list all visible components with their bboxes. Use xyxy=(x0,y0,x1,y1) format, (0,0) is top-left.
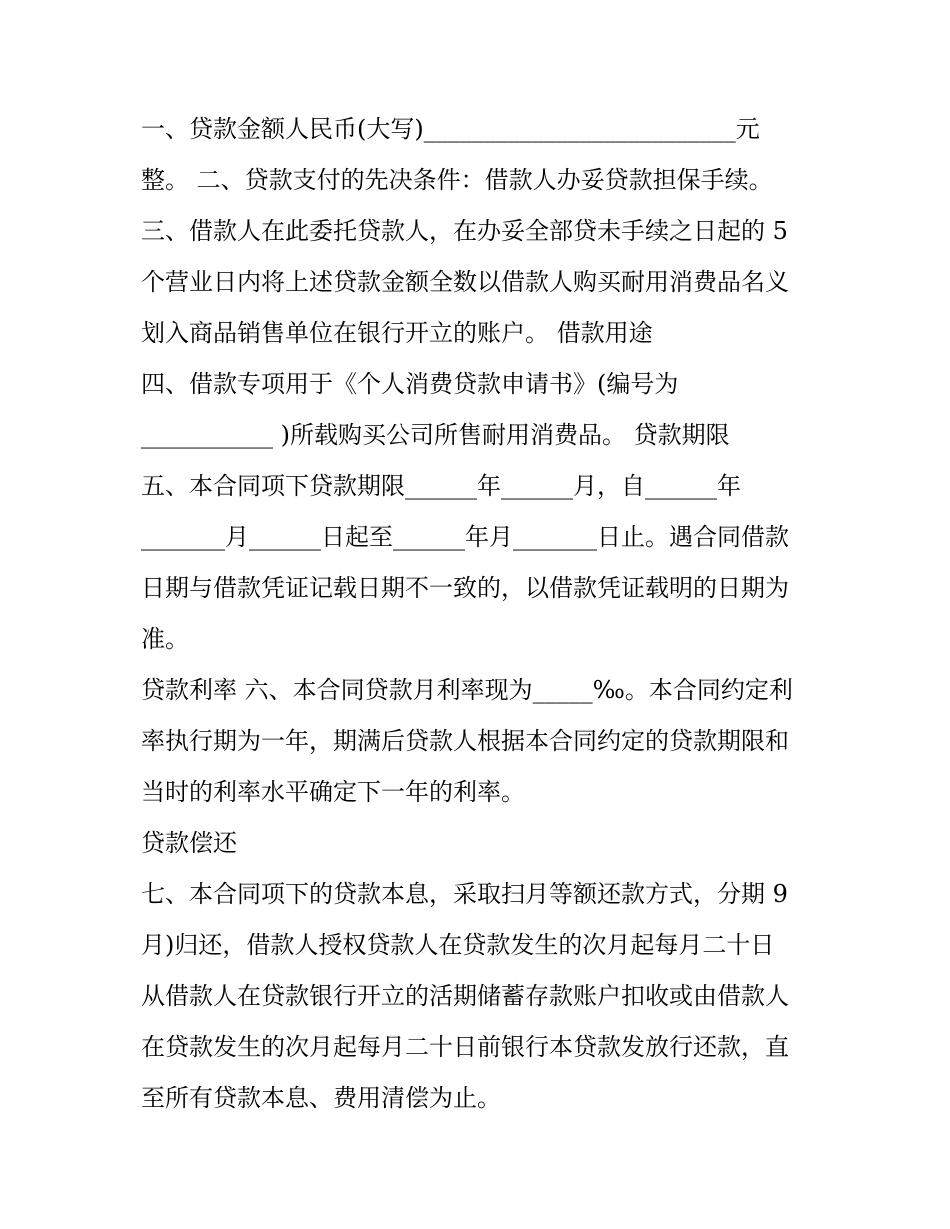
text-line: 月)归还，借款人授权贷款人在贷款发生的次月起每月二十日 xyxy=(141,931,775,959)
text-line: 日期与借款凭证记载日期不一致的，以借款凭证载明的日期为 xyxy=(141,574,789,602)
text-line: 四、借款专项用于《个人消费贷款申请书》(编号为 xyxy=(141,370,679,398)
text-line: 从借款人在贷款银行开立的活期储蓄存款账户扣收或由借款人 xyxy=(141,982,789,1010)
text-line: 七、本合同项下的贷款本息，采取扫月等额还款方式，分期 9 xyxy=(141,880,788,908)
text-line: 贷款利率 六、本合同贷款月利率现为_____‰。本合同约定利 xyxy=(141,676,793,704)
text-line: 率执行期为一年，期满后贷款人根据本合同约定的贷款期限和 xyxy=(141,727,789,755)
section-heading: 贷款偿还 xyxy=(141,829,237,857)
text-line: 准。 xyxy=(141,625,189,653)
text-line: 至所有贷款本息、费用清偿为止。 xyxy=(141,1084,501,1112)
text-line: 五、本合同项下贷款期限______年______月，自______年 xyxy=(141,472,741,500)
text-line: 划入商品销售单位在银行开立的账户。 借款用途 xyxy=(141,319,653,347)
text-line: 三、借款人在此委托贷款人，在办妥全部贷未手续之日起的 5 xyxy=(141,217,788,245)
text-line: _______月______日起至______年月_______日止。遇合同借款 xyxy=(141,523,789,551)
text-line: 当时的利率水平确定下一年的利率。 xyxy=(141,778,525,806)
text-line: 在贷款发生的次月起每月二十日前银行本贷款发放行还款，直 xyxy=(141,1033,789,1061)
contract-text-body xyxy=(141,104,821,1124)
text-line: 个营业日内将上述贷款金额全数以借款人购买耐用消费品名义 xyxy=(141,268,789,296)
text-line: ___________ )所载购买公司所售耐用消费品。 贷款期限 xyxy=(141,421,730,449)
text-line: 一、贷款金额人民币(大写)__________________________元 xyxy=(141,115,760,143)
text-line: 整。 二、贷款支付的先决条件：借款人办妥贷款担保手续。 xyxy=(141,166,773,194)
